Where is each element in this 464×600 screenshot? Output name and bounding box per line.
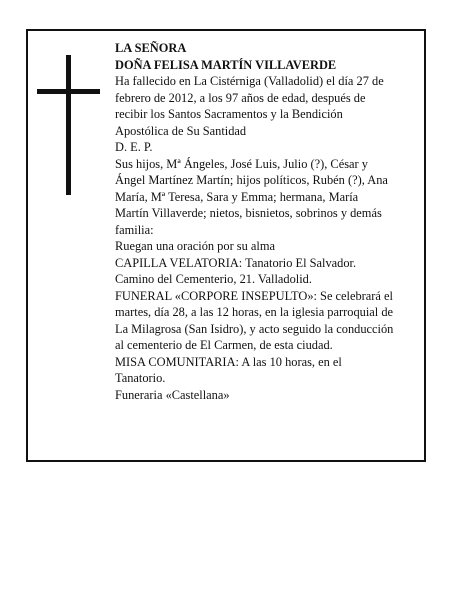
notice-line: febrero de 2012, a los 97 años de edad, después de	[115, 90, 366, 105]
funeral-line: martes, día 28, a las 12 horas, en la iglesia parroquial de	[115, 305, 394, 319]
cross-icon	[66, 55, 71, 195]
mass-line: MISA COMUNITARIA: A las 10 horas, en el	[115, 354, 342, 369]
chapel-line: CAPILLA VELATORIA: Tanatorio El Salvador.	[115, 255, 357, 270]
title-la-senora: LA SEÑORA	[115, 41, 187, 55]
chapel-address-line: Camino del Cementerio, 21. Valladolid.	[115, 272, 312, 286]
family-line: Sus hijos, Mª Ángeles, José Luis, Julio (?), César y	[115, 156, 368, 171]
notice-line: recibir los Santos Sacramentos y la Bendición	[115, 107, 343, 121]
funeral-line: al cementerio de El Carmen, de esta ciudad.	[115, 338, 333, 352]
funeral-line: La Milagrosa (San Isidro), y acto seguido la conducción	[115, 321, 394, 336]
family-line: María, Mª Teresa, Sara y Emma; hermana, María	[115, 189, 359, 204]
cross-icon-bar	[37, 89, 100, 94]
notice-line: Ha fallecido en La Cistérniga (Valladolid) el día 27 de	[115, 74, 384, 88]
obituary-text	[115, 40, 427, 403]
prayer-line: Ruegan una oración por su alma	[115, 239, 275, 253]
family-line: Martín Villaverde; nietos, bisnietos, sobrinos y demás	[115, 206, 382, 220]
dep-line: D. E. P.	[115, 140, 153, 154]
funeral-line: FUNERAL «CORPORE INSEPULTO»: Se celebrará el	[115, 288, 393, 303]
funeral-home-line: Funeraria «Castellana»	[115, 387, 230, 402]
family-line: Ángel Martínez Martín; hijos políticos, Rubén (?), Ana	[115, 173, 388, 187]
mass-line: Tanatorio.	[115, 371, 166, 385]
notice-line: Apostólica de Su Santidad	[115, 123, 247, 138]
deceased-name: DOÑA FELISA MARTÍN VILLAVERDE	[115, 57, 337, 72]
family-line: familia:	[115, 222, 154, 237]
